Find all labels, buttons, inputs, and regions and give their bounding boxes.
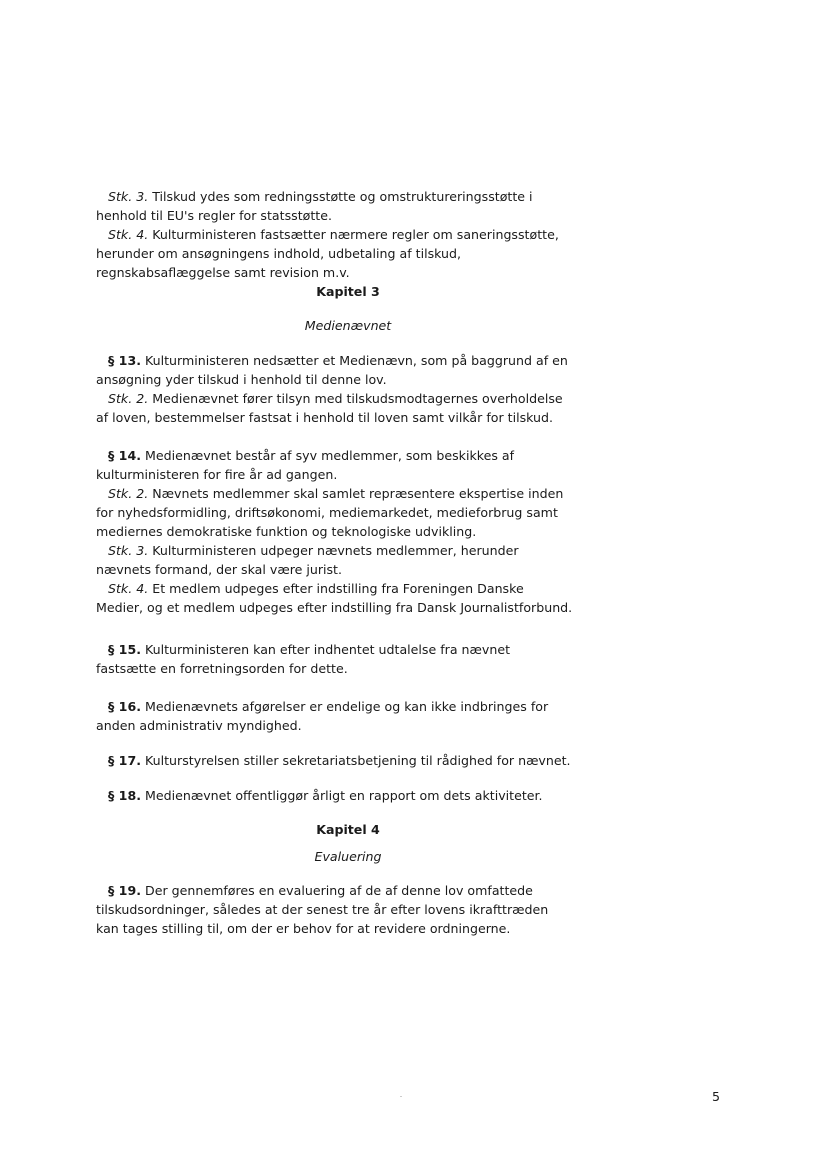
section-19-line-2: tilskudsordninger, således at der senest tre år efter lovens ikrafttræden [96,902,549,917]
section-13-stk2-line-1 [108,389,563,408]
stk4-line-3: regnskabsaflæggelse samt revision m.v. [96,265,350,280]
section-label: § 17. [108,753,141,768]
chapter-4-heading: Kapitel 4 [316,822,380,837]
section-15-line-2: fastsætte en forretningsorden for dette. [96,661,348,676]
section-19-line-1 [108,881,533,900]
section-label: § 13. [108,353,141,368]
stk-label: Stk. 4. [108,227,149,242]
section-18-line [108,786,543,805]
section-14-stk4-line-1 [108,579,524,598]
stk-label: Stk. 2. [108,391,149,406]
section-14-line-1 [108,446,514,465]
body-text: Medienævnet fører tilsyn med tilskudsmodtagernes overholdelse [148,391,563,406]
stk3-line-1 [108,187,533,206]
body-text: Der gennemføres en evaluering af de af denne lov omfattede [141,883,533,898]
section-14-stk2-line-1 [108,484,563,503]
section-17-line [108,751,571,770]
body-text: Tilskud ydes som redningsstøtte og omstruktureringsstøtte i [148,189,533,204]
page-number: 5 [712,1089,721,1104]
body-text: Kulturministeren nedsætter et Medienævn, som på baggrund af en [141,353,568,368]
scan-speck [400,1096,402,1097]
section-15-line-1 [108,640,510,659]
stk-label: Stk. 2. [108,486,149,501]
section-14-stk2-line-3: mediernes demokratiske funktion og teknologiske udvikling. [96,524,477,539]
body-text: Kulturministeren kan efter indhentet udtalelse fra nævnet [141,642,511,657]
section-13-line-1 [108,351,568,370]
section-14-line-2: kulturministeren for fire år ad gangen. [96,467,338,482]
stk-label: Stk. 3. [108,543,149,558]
section-14-stk4-line-2: Medier, og et medlem udpeges efter indstilling fra Dansk Journalistforbund. [96,600,573,615]
section-14-stk2-line-2: for nyhedsformidling, driftsøkonomi, mediemarkedet, medieforbrug samt [96,505,558,520]
section-label: § 16. [108,699,141,714]
section-14-stk3-line-2: nævnets formand, der skal være jurist. [96,562,343,577]
chapter-3-subheading: Medienævnet [304,318,392,333]
section-14-stk3-line-1 [108,541,519,560]
stk4-line-1 [108,225,559,244]
chapter-4-subheading: Evaluering [314,849,382,864]
body-text: Medienævnet består af syv medlemmer, som beskikkes af [141,448,515,463]
body-text: Kulturministeren udpeger nævnets medlemmer, herunder [148,543,519,558]
body-text: Et medlem udpeges efter indstilling fra Foreningen Danske [148,581,524,596]
stk-label: Stk. 4. [108,581,149,596]
chapter-3-heading: Kapitel 3 [316,284,380,299]
body-text: Nævnets medlemmer skal samlet repræsentere ekspertise inden [148,486,564,501]
section-label: § 15. [108,642,141,657]
body-text: Kulturministeren fastsætter nærmere regler om saneringsstøtte, [148,227,559,242]
stk3-line-2: henhold til EU's regler for statsstøtte. [96,208,332,223]
body-text: Kulturstyrelsen stiller sekretariatsbetjening til rådighed for nævnet. [141,753,571,768]
stk-label: Stk. 3. [108,189,149,204]
body-text: Medienævnets afgørelser er endelige og kan ikke indbringes for [141,699,549,714]
section-label: § 18. [108,788,141,803]
section-16-line-1 [108,697,548,716]
section-19-line-3: kan tages stilling til, om der er behov for at revidere ordningerne. [96,921,511,936]
section-label: § 19. [108,883,141,898]
section-13-line-2: ansøgning yder tilskud i henhold til denne lov. [96,372,387,387]
section-label: § 14. [108,448,141,463]
body-text: Medienævnet offentliggør årligt en rapport om dets aktiviteter. [141,788,543,803]
section-13-stk2-line-2: af loven, bestemmelser fastsat i henhold til loven samt vilkår for tilskud. [96,410,554,425]
stk4-line-2: herunder om ansøgningens indhold, udbetaling af tilskud, [96,246,462,261]
section-16-line-2: anden administrativ myndighed. [96,718,302,733]
